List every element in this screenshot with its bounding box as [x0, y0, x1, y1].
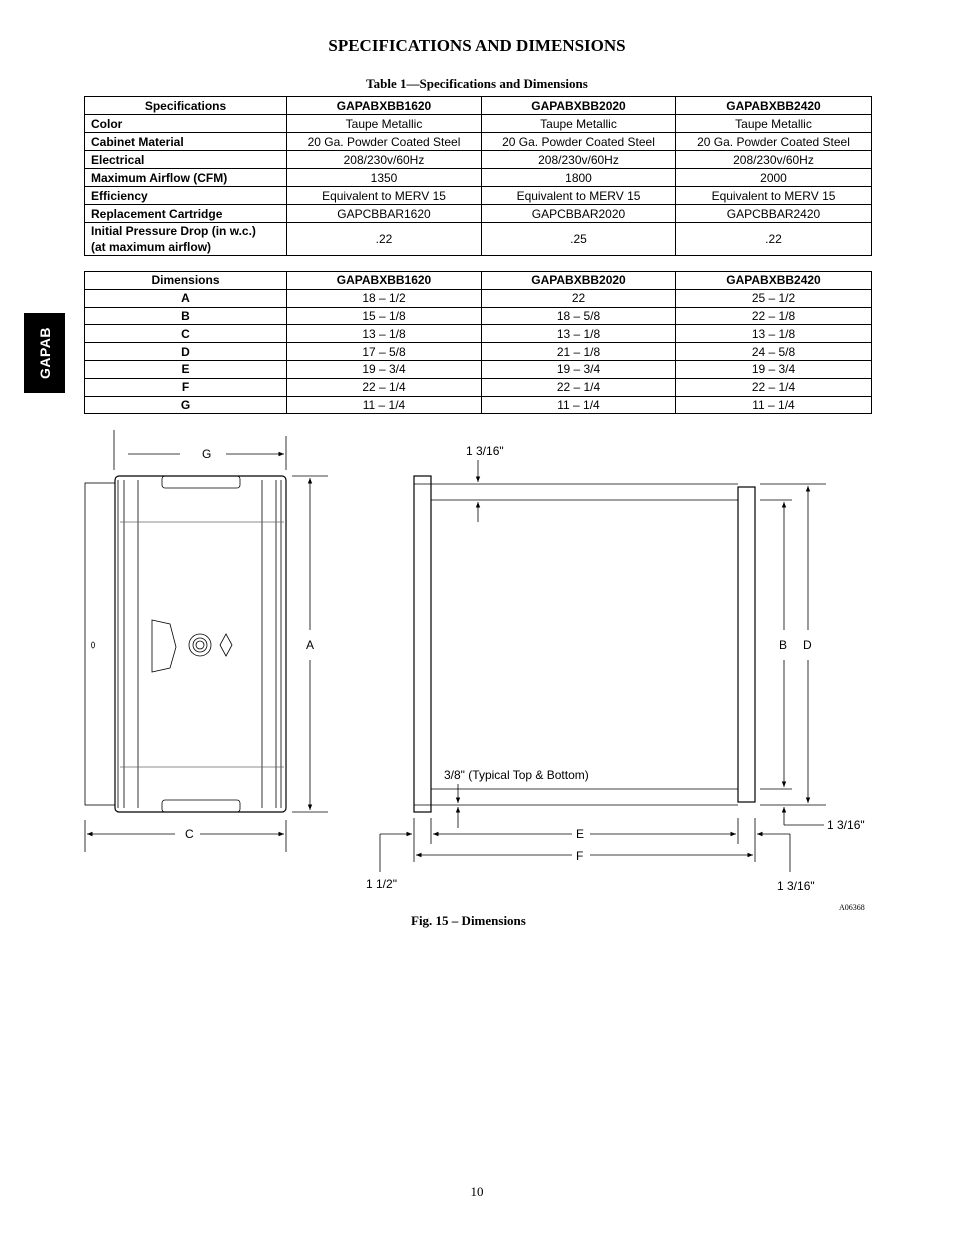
- dimensions-table: [84, 271, 872, 414]
- column-header: GAPABXBB2420: [676, 97, 872, 115]
- table-cell: 22 – 1/4: [482, 378, 676, 396]
- table-row: [85, 133, 872, 151]
- side-view-drawing: [414, 476, 755, 812]
- label-typical: 3/8" (Typical Top & Bottom): [444, 768, 589, 782]
- row-label: D: [85, 343, 287, 361]
- table-cell: 11 – 1/4: [676, 396, 872, 414]
- table-cell: 22 – 1/8: [676, 307, 872, 325]
- table-row: [85, 115, 872, 133]
- column-header: GAPABXBB2420: [676, 272, 872, 290]
- table-cell: 11 – 1/4: [482, 396, 676, 414]
- table-row: [85, 151, 872, 169]
- side-view-dimensions: [380, 460, 826, 872]
- table-cell: 13 – 1/8: [676, 325, 872, 343]
- label-left-bottom: 1 1/2": [366, 877, 397, 891]
- label-b: B: [779, 638, 788, 652]
- table-cell: Equivalent to MERV 15: [482, 187, 676, 205]
- table-cell: GAPCBBAR2420: [676, 205, 872, 223]
- table-cell: Taupe Metallic: [676, 115, 872, 133]
- column-header: GAPABXBB1620: [287, 272, 482, 290]
- figure-code: A06368: [839, 903, 865, 912]
- section-tab-label: GAPAB: [36, 326, 53, 380]
- table-cell: 20 Ga. Powder Coated Steel: [287, 133, 482, 151]
- table-row: [85, 223, 872, 256]
- table-cell: 17 – 5/8: [287, 343, 482, 361]
- label-d: D: [803, 638, 812, 652]
- label-a: A: [306, 638, 315, 652]
- table-cell: 25 – 1/2: [676, 289, 872, 307]
- row-label: Replacement Cartridge: [85, 205, 287, 223]
- row-label: G: [85, 396, 287, 414]
- table-cell: 22 – 1/4: [676, 378, 872, 396]
- table-cell: 11 – 1/4: [287, 396, 482, 414]
- table-cell: 19 – 3/4: [482, 360, 676, 378]
- table-cell: 15 – 1/8: [287, 307, 482, 325]
- row-label: B: [85, 307, 287, 325]
- row-label: Maximum Airflow (CFM): [85, 169, 287, 187]
- table-cell: Equivalent to MERV 15: [287, 187, 482, 205]
- table-cell: 18 – 5/8: [482, 307, 676, 325]
- table-cell: 19 – 3/4: [676, 360, 872, 378]
- table-cell: GAPCBBAR1620: [287, 205, 482, 223]
- table-cell: 22 – 1/4: [287, 378, 482, 396]
- table-cell: Taupe Metallic: [287, 115, 482, 133]
- column-header: Dimensions: [85, 272, 287, 290]
- table-cell: 20 Ga. Powder Coated Steel: [676, 133, 872, 151]
- table-row: [85, 378, 872, 396]
- table-row: [85, 187, 872, 205]
- table-row: [85, 325, 872, 343]
- table-row: [85, 307, 872, 325]
- row-label: Efficiency: [85, 187, 287, 205]
- table-cell: 13 – 1/8: [287, 325, 482, 343]
- figure-caption: Fig. 15 – Dimensions: [411, 913, 526, 928]
- row-label: Color: [85, 115, 287, 133]
- table-cell: .22: [287, 223, 482, 256]
- table-cell: GAPCBBAR2020: [482, 205, 676, 223]
- front-view-drawing: [85, 430, 286, 812]
- table-cell: Taupe Metallic: [482, 115, 676, 133]
- row-label: C: [85, 325, 287, 343]
- table-cell: 2000: [676, 169, 872, 187]
- row-label: [85, 223, 287, 256]
- front-view-dimensions: [85, 454, 328, 852]
- specifications-table: [84, 96, 872, 256]
- label-f: F: [576, 849, 584, 863]
- table-row: [85, 205, 872, 223]
- row-label: Electrical: [85, 151, 287, 169]
- column-header: Specifications: [85, 97, 287, 115]
- table-cell: 18 – 1/2: [287, 289, 482, 307]
- dimensions-figure: [0, 420, 954, 910]
- table-row: [85, 360, 872, 378]
- section-tab: [24, 313, 65, 393]
- row-label: E: [85, 360, 287, 378]
- row-label-line1: Initial Pressure Drop (in w.c.): [91, 224, 256, 238]
- table-cell: 208/230v/60Hz: [676, 151, 872, 169]
- table-cell: 13 – 1/8: [482, 325, 676, 343]
- table-cell: 21 – 1/8: [482, 343, 676, 361]
- row-label: Cabinet Material: [85, 133, 287, 151]
- label-g: G: [202, 447, 212, 461]
- table-row: [85, 169, 872, 187]
- table-row: [85, 396, 872, 414]
- table-row: [85, 343, 872, 361]
- column-header: GAPABXBB2020: [482, 272, 676, 290]
- table-cell: Equivalent to MERV 15: [676, 187, 872, 205]
- table-row: [85, 289, 872, 307]
- table-cell: 1800: [482, 169, 676, 187]
- label-right-offset: 1 3/16": [827, 818, 865, 832]
- table-cell: .25: [482, 223, 676, 256]
- table-cell: 20 Ga. Powder Coated Steel: [482, 133, 676, 151]
- row-label: A: [85, 289, 287, 307]
- table-cell: 22: [482, 289, 676, 307]
- column-header: GAPABXBB2020: [482, 97, 676, 115]
- page-title: SPECIFICATIONS AND DIMENSIONS: [328, 36, 626, 55]
- table-caption: Table 1—Specifications and Dimensions: [366, 76, 588, 91]
- table-cell: 19 – 3/4: [287, 360, 482, 378]
- label-top-offset: 1 3/16": [466, 444, 504, 458]
- row-label-line2: (at maximum airflow): [91, 240, 212, 254]
- page-number: 10: [470, 1184, 484, 1199]
- table-cell: 24 – 5/8: [676, 343, 872, 361]
- label-c: C: [185, 827, 194, 841]
- row-label: F: [85, 378, 287, 396]
- table-cell: .22: [676, 223, 872, 256]
- table-cell: 208/230v/60Hz: [482, 151, 676, 169]
- label-e: E: [576, 827, 585, 841]
- table-header-row: [85, 97, 872, 115]
- label-right-bottom: 1 3/16": [777, 879, 815, 893]
- table-cell: 1350: [287, 169, 482, 187]
- table-header-row: [85, 272, 872, 290]
- table-cell: 208/230v/60Hz: [287, 151, 482, 169]
- column-header: GAPABXBB1620: [287, 97, 482, 115]
